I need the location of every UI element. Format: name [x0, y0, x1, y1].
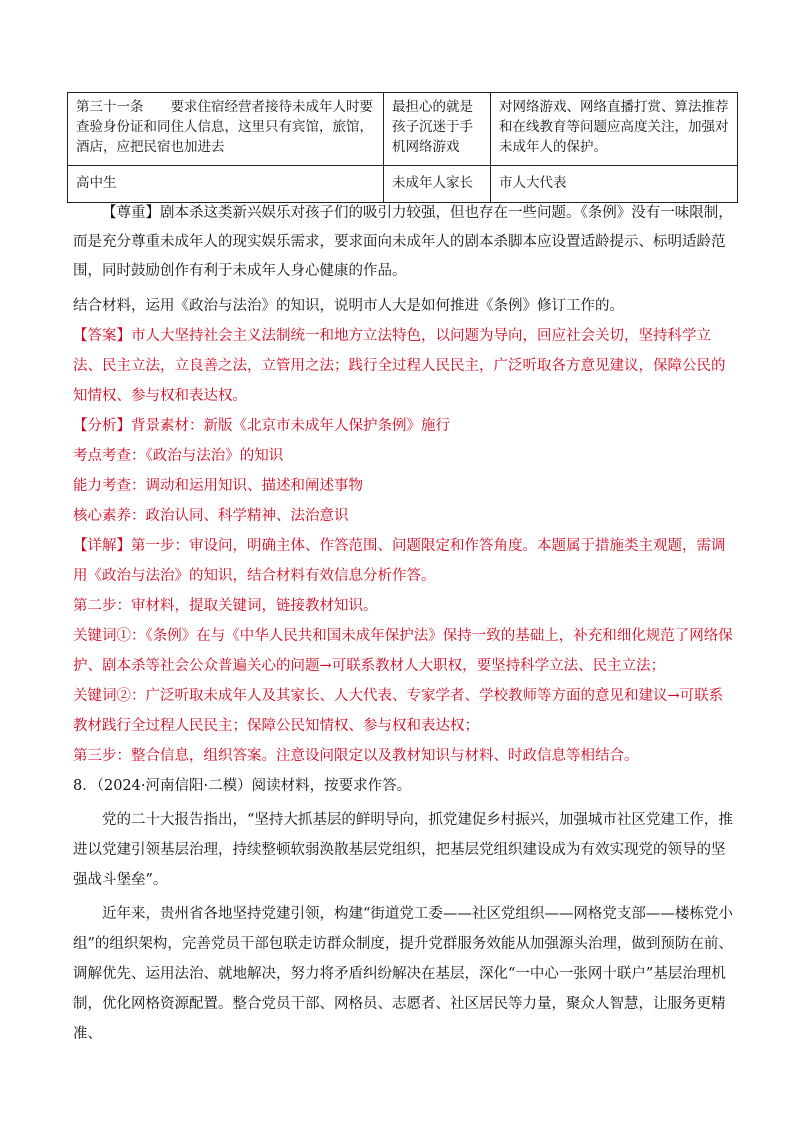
analysis-background-text: 背景素材：新版《北京市未成年人保护条例》施行 — [131, 418, 450, 434]
respect-paragraph — [73, 199, 733, 286]
table-cell: 未成年人家长 — [384, 166, 491, 203]
detail-step1-text: 第一步：审设问，明确主体、作答范围、问题限定和作答角度。本题属于措施类主观题，需调用《政治与法治》的知识，结合材料有效信息分析作答。 — [73, 538, 726, 584]
q8-title — [73, 771, 733, 801]
answer-paragraph — [73, 321, 733, 411]
answer-tag: 【答案】 — [73, 328, 131, 344]
detail-tag: 【详解】 — [73, 538, 131, 554]
analysis-suyang: 核心素养：政治认同、科学精神、法治意识 — [73, 508, 349, 524]
answer-text: 市人大坚持社会主义法制统一和地方立法特色，以问题为导向，回应社会关切，坚持科学立法、民主立法，立良善之法，立管用之法；践行全过程人民民主，广泛听取各方意见建议，保障公民的知情权、参与权和表达权。 — [73, 328, 726, 404]
respect-text: 【尊重】剧本杀这类新兴娱乐对孩子们的吸引力较强，但也存在一些问题。《条例》没有一味限制，而是充分尊重未成年人的现实娱乐需求，要求面向未成年人的剧本杀脚本应设置适龄提示、标明适龄范围，同时鼓励创作有利于未成年人身心健康的作品。 — [73, 205, 733, 279]
analysis-kaodian: 考点考查：《政治与法治》的知识 — [73, 448, 284, 464]
answer-block — [73, 321, 733, 411]
q8-material — [73, 805, 733, 1049]
question-line: 结合材料，运用《政治与法治》的知识，说明市人大是如何推进《条例》修订工作的。 — [73, 298, 624, 314]
detail-step2: 第二步：审材料，提取关键词，链接教材知识。 — [73, 598, 378, 614]
table-row — [68, 166, 738, 203]
detail-step3: 第三步：整合信息，组织答案。注意设问限定以及教材知识与材料、时政信息等相结合。 — [73, 748, 639, 764]
table-cell: 高中生 — [68, 166, 384, 203]
analysis-block — [73, 411, 733, 531]
q8-para1: 党的二十大报告指出，“坚持大抓基层的鲜明导向，抓党建促乡村振兴，加强城市社区党建工作，推进以党建引领基层治理，持续整顿软弱涣散基层党组织，把基层党组织建设成为有效实现党的领导的坚强战斗堡垒”。 — [73, 812, 733, 888]
table-cell: 对网络游戏、网络直播打赏、算法推荐和在线教育等问题应高度关注，加强对未成年人的保护。 — [491, 93, 738, 166]
table-cell: 最担心的就是孩子沉迷于手机网络游戏 — [384, 93, 491, 166]
table-cell: 第三十一条 要求住宿经营者接待未成年人时要查验身份证和同住人信息，这里只有宾馆，旅馆，酒店，应把民宿也加进去 — [68, 93, 384, 166]
analysis-background — [73, 411, 733, 441]
q8-para2: 近年来，贵州省各地坚持党建引领，构建“街道党工委——社区党组织——网格党支部——楼栋党小组”的组织架构，完善党员干部包联走访群众制度，提升党群服务效能从加强源头治理，做到预防在前、调解优先、运用法治、就地解决，努力将矛盾纠纷解决在基层，深化“一中心一张网十联户”基层治理机制，优化网格资源配置。整合党员干部、网格员、志愿者、社区居民等力量，聚众人智慧，让服务更精准、 — [73, 906, 733, 1042]
table-row — [68, 93, 738, 166]
q8-title-text: 8．（2024·河南信阳·二模）阅读材料，按要求作答。 — [73, 778, 412, 794]
detail-block — [73, 531, 733, 771]
detail-keyword-1: 关键词①：《条例》在与《中华人民共和国未成年保护法》保持一致的基础上，补充和细化规范了网络保护、剧本杀等社会公众普遍关心的问题→可联系教材人大职权，要坚持科学立法、民主立法； — [73, 628, 733, 674]
question-text — [73, 291, 733, 321]
analysis-tag: 【分析】 — [73, 418, 131, 434]
detail-step1 — [73, 531, 733, 591]
table-cell: 市人大代表 — [491, 166, 738, 203]
detail-keyword-2: 关键词②：广泛听取未成年人及其家长、人大代表、专家学者、学校教师等方面的意见和建议→可联系教材践行全过程人民民主；保障公民知情权、参与权和表达权； — [73, 688, 724, 734]
analysis-nengli: 能力考查：调动和运用知识、描述和阐述事物 — [73, 478, 363, 494]
opinions-table — [67, 92, 738, 203]
